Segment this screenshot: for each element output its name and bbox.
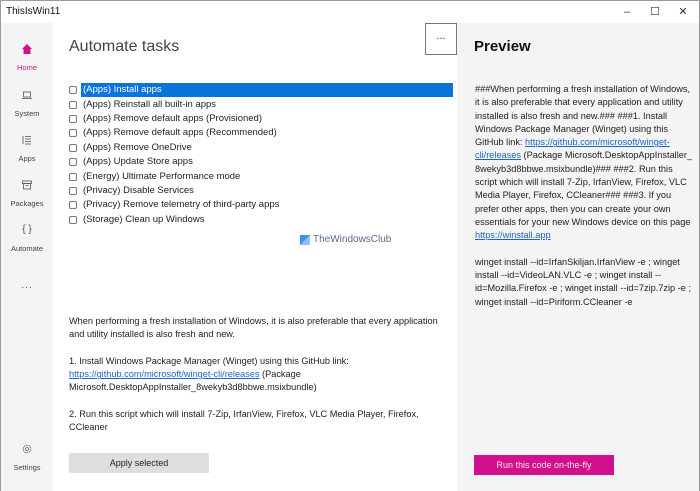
task-checkbox[interactable] [69,201,77,209]
task-item[interactable] [69,126,453,140]
sidebar-item-label: Automate [10,244,44,253]
watermark-text: TheWindowsClub [313,234,392,245]
task-description [69,315,439,448]
list-icon [21,134,33,146]
task-label: (Privacy) Disable Services [83,184,194,196]
sidebar-item-label: System [14,109,40,118]
sidebar-item-label: Packages [10,199,44,208]
task-checkbox[interactable] [69,173,77,181]
task-checkbox[interactable] [69,86,77,94]
windowsclub-logo-icon [300,235,310,245]
description-paragraph: 2. Run this script which will install 7-Zip, IrfanView, Firefox, VLC Media Player, Firefox, CCleaner [69,409,419,433]
preview-code: winget install --id=IrfanSkiljan.IrfanView -e ; winget install --id=VideoLAN.VLC -e ; winget install --id=Mozilla.Firefox -e ; winget install --id=7zip.7zip -e ; winget install --id=Piriform.CCleaner -e [475,256,691,307]
sidebar-item-automate[interactable] [1,224,53,253]
task-label: (Apps) Install apps [81,83,453,97]
gear-icon [21,443,33,455]
run-code-button[interactable]: Run this code on-the-fly [474,455,614,475]
package-icon [21,179,33,191]
apply-selected-button[interactable]: Apply selected [69,453,209,473]
description-paragraph: When performing a fresh installation of Windows, it is also preferable that every application and utility installed is also fresh and new. [69,316,438,340]
page-title: Automate tasks [69,38,180,55]
sidebar-item-label: Home [16,63,37,72]
task-item[interactable] [69,169,453,183]
task-list [69,83,453,227]
task-label: (Energy) Ultimate Performance mode [83,170,241,182]
task-label: (Apps) Remove OneDrive [83,141,192,153]
home-icon [21,43,33,55]
task-item[interactable] [69,83,453,97]
more-icon: ... [21,280,33,291]
braces-icon: { } [22,224,32,235]
laptop-icon [21,89,33,101]
task-label: (Apps) Reinstall all built-in apps [83,98,217,110]
description-paragraph: 1. Install Windows Package Manager (Winget) using this GitHub link: https://github.com/microsoft/winget-cli/releases (Package Microsoft.DesktopAppInstaller_8wekyb3d8bbwe.msixbundle) [69,355,349,393]
preview-panel [457,23,699,491]
task-checkbox[interactable] [69,101,77,109]
sidebar-more-button[interactable] [1,275,53,293]
task-label: (Apps) Remove default apps (Recommended) [83,127,277,139]
sidebar-item-home[interactable] [1,43,53,72]
task-label: (Storage) Clean up Windows [83,213,205,225]
sidebar-item-apps[interactable] [1,134,53,163]
main-panel [53,23,457,491]
task-checkbox[interactable] [69,158,77,166]
sidebar-item-settings[interactable] [1,443,53,472]
sidebar-item-system[interactable] [1,89,53,118]
task-item[interactable] [69,213,453,227]
task-checkbox[interactable] [69,216,77,224]
task-item[interactable] [69,97,453,111]
sidebar-item-label: Apps [18,154,36,163]
close-button[interactable]: ✕ [678,6,688,18]
preview-content [475,83,697,322]
task-checkbox[interactable] [69,129,77,137]
preview-title: Preview [474,38,531,55]
sidebar-item-label: Settings [13,463,41,472]
winstall-link[interactable]: https://winstall.app [475,230,551,241]
title-bar [1,1,699,23]
sidebar-item-packages[interactable] [1,179,53,208]
winget-releases-link[interactable]: https://github.com/microsoft/winget-cli/releases [69,369,260,380]
preview-paragraph: ###When performing a fresh installation of Windows, it is also preferable that every application and utility installed is also fresh and new.### ###1. Install Windows Package Manager (Winget) using this GitHub link: https://github.com/microsoft/winget-cli/releases (Package Microsoft.DesktopAppInstaller_ 8wekyb3d8bbwe.msixbundle)### ###2. Run this script which will install 7-Zip, IrfanView, Firefox, VLC Media Player, Firefox, CCleaner### ###3. If you prefer other apps, then you can create your own essentials for your new Windows device on this page https://winstall.app [475,84,693,241]
task-item[interactable] [69,155,453,169]
window-title: ThisIsWin11 [6,6,61,17]
task-item[interactable] [69,198,453,212]
task-item[interactable] [69,112,453,126]
task-item[interactable] [69,184,453,198]
winget-releases-link[interactable]: https://github.com/microsoft/winget-cli/releases [475,137,670,161]
task-label: (Apps) Update Store apps [83,156,193,168]
task-label: (Apps) Remove default apps (Provisioned) [83,112,263,124]
minimize-button[interactable]: – [623,6,631,18]
maximize-button[interactable]: ☐ [650,6,660,18]
task-checkbox[interactable] [69,144,77,152]
more-options-button[interactable]: ... [425,23,457,55]
watermark [300,234,391,245]
sidebar [1,23,53,491]
task-checkbox[interactable] [69,187,77,195]
task-item[interactable] [69,141,453,155]
task-checkbox[interactable] [69,115,77,123]
task-label: (Privacy) Remove telemetry of third-party apps [83,199,280,211]
